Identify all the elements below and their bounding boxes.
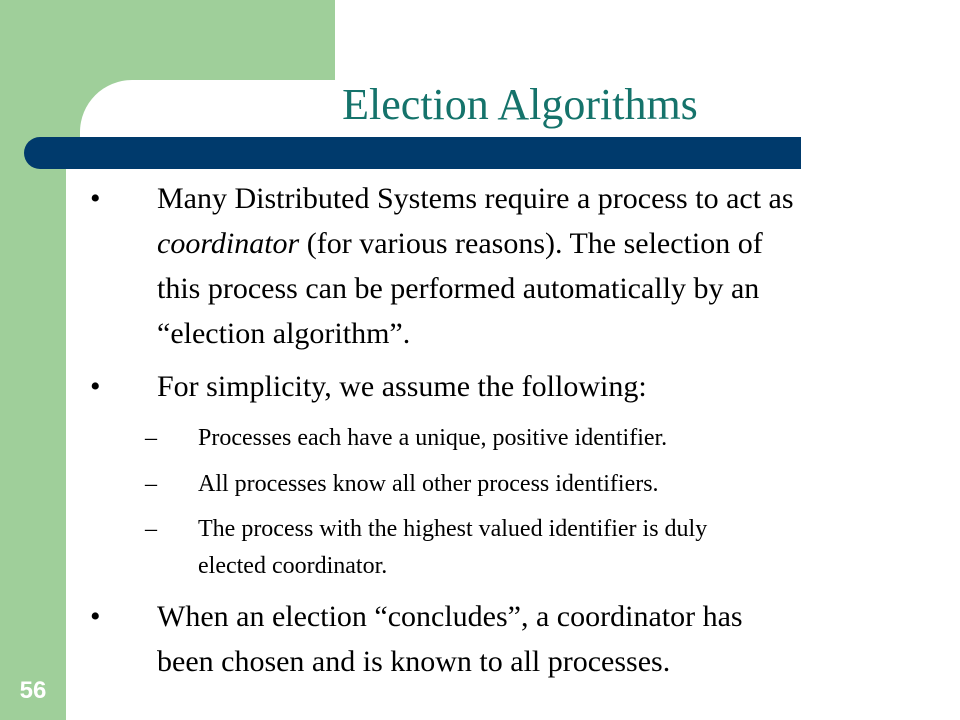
subitem-1-line-1: Processes each have a unique, positive identifier.	[198, 425, 668, 451]
bullet-1-line-3: this process can be performed automatically by an	[157, 272, 760, 305]
page-number: 56	[19, 677, 47, 704]
subitem-3-line-2: elected coordinator.	[198, 553, 388, 579]
bullet-1-line-4: “election algorithm”.	[157, 317, 411, 350]
bullet-2-line-1: For simplicity, we assume the following:	[157, 370, 647, 403]
bullet-1-marker: •	[90, 182, 101, 215]
coordinator-term: coordinator	[157, 227, 300, 260]
title-underline-bar	[24, 137, 801, 169]
bullet-1-line-2	[157, 227, 763, 261]
bullet-3-line-2: been chosen and is known to all processes.	[157, 645, 671, 678]
bullet-1-line-2-rest: (for various reasons). The selection of	[299, 227, 763, 260]
bullet-3-marker: •	[90, 600, 101, 633]
slide-title: Election Algorithms	[342, 80, 698, 129]
subitem-2-marker: –	[145, 471, 157, 497]
bullet-2-marker: •	[90, 370, 101, 403]
bullet-3-line-1: When an election “concludes”, a coordinator has	[157, 600, 743, 633]
bullet-1-line-1: Many Distributed Systems require a process to act as	[157, 182, 794, 215]
subitem-3-line-1: The process with the highest valued identifier is duly	[198, 516, 708, 542]
subitem-1-marker: –	[145, 425, 157, 451]
subitem-3-marker: –	[145, 516, 157, 542]
subitem-2-line-1: All processes know all other process identifiers.	[198, 471, 659, 497]
